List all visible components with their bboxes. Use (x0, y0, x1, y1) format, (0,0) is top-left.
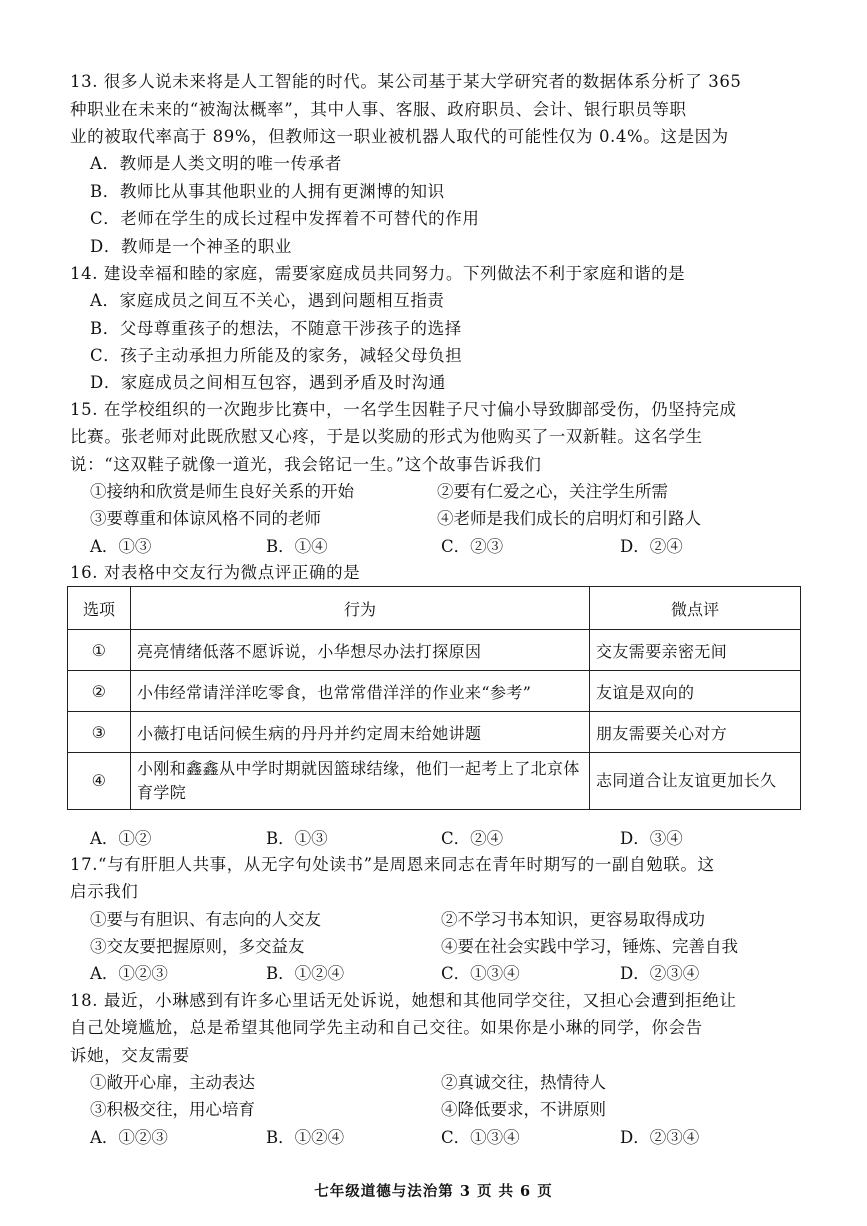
q14-option-a: A．家庭成员之间互不关心，遇到问题相互指责 (90, 291, 445, 310)
row-comment: 志同道合让友谊更加长久 (590, 753, 801, 810)
row-behavior: 小薇打电话问候生病的丹丹并约定周末给她讲题 (131, 712, 590, 753)
row-comment: 交友需要亲密无间 (590, 630, 801, 671)
table-row (68, 712, 801, 753)
table-row (68, 671, 801, 712)
q15-answer-c: C．②③ (441, 537, 504, 556)
q15-answer-b: B．①④ (266, 537, 328, 556)
q16-answer-d: D．③④ (620, 829, 683, 848)
row-comment: 友谊是双向的 (590, 671, 801, 712)
q18-stem-line-3: 诉她，交友需要 (70, 1046, 190, 1065)
q13-option-c: C．老师在学生的成长过程中发挥着不可替代的作用 (90, 209, 480, 228)
row-behavior: 小刚和鑫鑫从中学时期就因篮球结缘，他们一起考上了北京体育学院 (131, 753, 590, 810)
q15-answer-d: D．②④ (620, 537, 683, 556)
q13-stem-line-1: 13. 很多人说未来将是人工智能的时代。某公司基于某大学研究者的数据体系分析了 365 (70, 72, 742, 91)
q17-stem-line-1: 17.“与有肝胆人共事，从无字句处读书”是周恩来同志在青年时期写的一副自勉联。这 (70, 855, 715, 874)
row-behavior: 小伟经常请洋洋吃零食，也常常借洋洋的作业来“参考” (131, 671, 590, 712)
q18-stem-line-2: 自己处境尴尬，总是希望其他同学先主动和自己交往。如果你是小琳的同学，你会告 (70, 1018, 703, 1037)
q15-item-4: ④老师是我们成长的启明灯和引路人 (437, 509, 701, 528)
q18-item-1: ①敞开心扉，主动表达 (90, 1073, 255, 1092)
q15-item-1: ①接纳和欣赏是师生良好关系的开始 (90, 482, 354, 501)
q15-item-3: ③要尊重和体谅风格不同的老师 (90, 509, 321, 528)
q14-stem: 14. 建设幸福和睦的家庭，需要家庭成员共同努力。下列做法不利于家庭和谐的是 (70, 264, 686, 283)
q17-answer-a: A．①②③ (90, 964, 168, 983)
q17-answer-d: D．②③④ (620, 964, 700, 983)
q17-item-4: ④要在社会实践中学习，锤炼、完善自我 (441, 937, 738, 956)
q18-item-3: ③积极交往，用心培育 (90, 1100, 255, 1119)
q17-answer-c: C．①③④ (441, 964, 520, 983)
row-comment: 朋友需要关心对方 (590, 712, 801, 753)
q16-stem: 16. 对表格中交友行为微点评正确的是 (70, 563, 361, 582)
header-option: 选项 (68, 587, 131, 630)
q18-answer-a: A．①②③ (90, 1128, 168, 1147)
q13-stem-line-2: 种职业在未来的“被淘汰概率”，其中人事、客服、政府职员、会计、银行职员等职 (70, 100, 687, 119)
q16-answer-b: B．①③ (266, 829, 328, 848)
q18-stem-line-1: 18. 最近，小琳感到有许多心里话无处诉说，她想和其他同学交往，又担心会遭到拒绝让 (70, 991, 737, 1010)
q15-stem-line-3: 说：“这双鞋子就像一道光，我会铭记一生。”这个故事告诉我们 (70, 455, 542, 474)
table-row (68, 630, 801, 671)
q18-item-2: ②真诚交往，热情待人 (441, 1073, 606, 1092)
q17-stem-line-2: 启示我们 (70, 882, 139, 901)
page-footer: 七年级道德与法治第 3 页 共 6 页 (314, 1183, 553, 1200)
q14-option-b: B．父母尊重孩子的想法，不随意干涉孩子的选择 (90, 319, 462, 338)
q14-option-d: D．家庭成员之间相互包容，遇到矛盾及时沟通 (90, 373, 446, 392)
q15-answer-a: A．①③ (90, 537, 152, 556)
header-behavior: 行为 (131, 587, 590, 630)
q17-item-2: ②不学习书本知识，更容易取得成功 (441, 910, 705, 929)
q16-answer-c: C．②④ (441, 829, 504, 848)
row-number: ① (68, 630, 131, 671)
q15-stem-line-2: 比赛。张老师对此既欣慰又心疼，于是以奖励的形式为他购买了一双新鞋。这名学生 (70, 427, 703, 446)
q15-item-2: ②要有仁爱之心，关注学生所需 (437, 482, 668, 501)
row-number: ③ (68, 712, 131, 753)
q17-item-1: ①要与有胆识、有志向的人交友 (90, 910, 321, 929)
q13-option-b: B．教师比从事其他职业的人拥有更渊博的知识 (90, 182, 445, 201)
row-number: ② (68, 671, 131, 712)
q17-answer-b: B．①②④ (266, 964, 345, 983)
q18-answer-c: C．①③④ (441, 1128, 520, 1147)
q18-item-4: ④降低要求，不讲原则 (441, 1100, 606, 1119)
row-number: ④ (68, 753, 131, 810)
q16-table (67, 586, 801, 810)
q18-answer-d: D．②③④ (620, 1128, 700, 1147)
q18-answer-b: B．①②④ (266, 1128, 345, 1147)
q13-option-a: A．教师是人类文明的唯一传承者 (90, 154, 342, 173)
row-behavior: 亮亮情绪低落不愿诉说，小华想尽办法打探原因 (131, 630, 590, 671)
q16-answer-a: A．①② (90, 829, 152, 848)
header-comment: 微点评 (590, 587, 801, 630)
q15-stem-line-1: 15. 在学校组织的一次跑步比赛中，一名学生因鞋子尺寸偏小导致脚部受伤，仍坚持完成 (70, 400, 737, 419)
q17-item-3: ③交友要把握原则，多交益友 (90, 937, 305, 956)
q14-option-c: C．孩子主动承担力所能及的家务，减轻父母负担 (90, 346, 463, 365)
table-header-row (68, 587, 801, 630)
q13-option-d: D．教师是一个神圣的职业 (90, 237, 292, 256)
table-row (68, 753, 801, 810)
q13-stem-line-3: 业的被取代率高于 89%，但教师这一职业被机器人取代的可能性仅为 0.4%。这是因为 (70, 127, 729, 146)
